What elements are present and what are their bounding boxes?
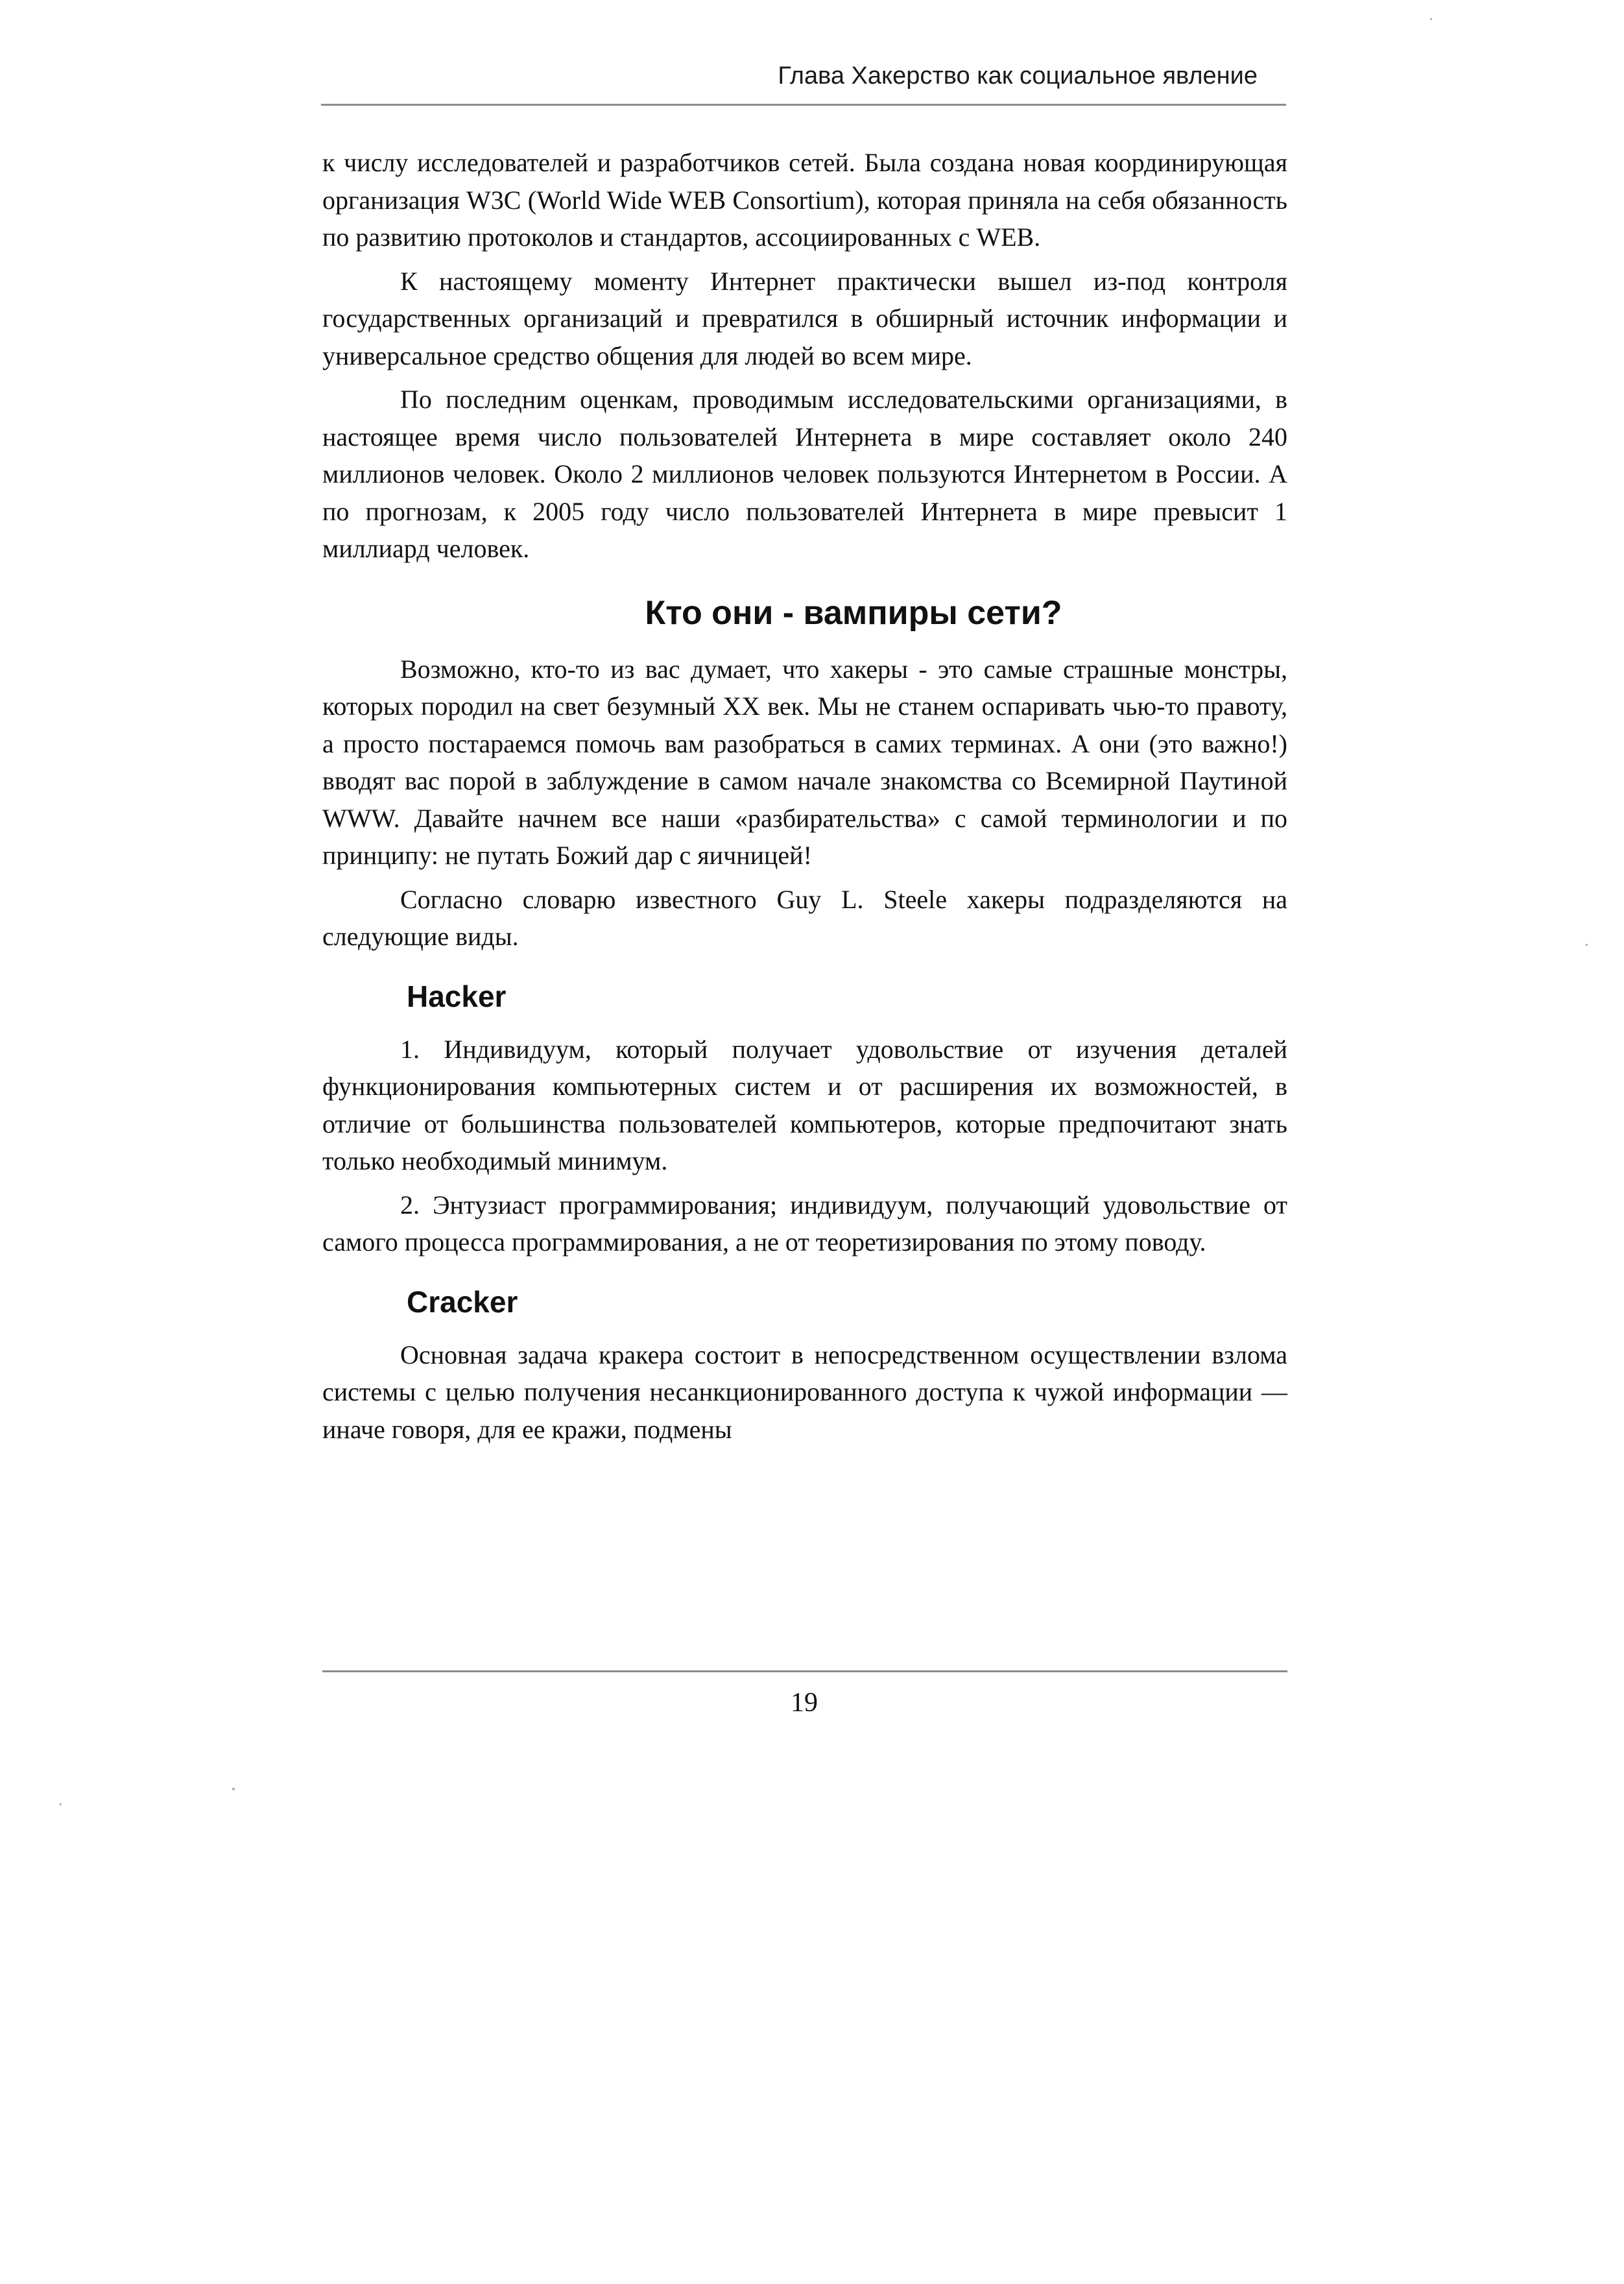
paragraph: Согласно словарю известного Guy L. Steele хакеры подразделяются на следующие виды. xyxy=(322,884,1287,951)
paragraph: К настоящему моменту Интернет практически вышел из-под контроля государственных организаций и превратился в обширный источник информации и универсальное средство общения для людей во всем мире. xyxy=(322,266,1287,370)
section-title: Кто они - вампиры сети? xyxy=(645,594,1062,632)
subsection-title-cracker: Cracker xyxy=(407,1284,518,1319)
paragraph: к числу исследователей и разработчиков сетей. Была создана новая координирующая организация W3C (World Wide WEB Consortium), которая приняла на себя обязанность по развитию протоколов и стандартов, ассоциированных с WEB. xyxy=(322,148,1287,252)
running-head: Глава Хакерство как социальное явление xyxy=(778,62,1258,90)
header-rule xyxy=(321,104,1286,106)
subsection-title-hacker: Hacker xyxy=(407,979,507,1013)
scan-speck xyxy=(60,1803,62,1805)
scan-speck xyxy=(1586,944,1588,946)
scan-speck xyxy=(1430,18,1432,20)
page-body xyxy=(322,144,1287,1454)
scan-speck xyxy=(232,1788,235,1790)
definition-item: 2. Энтузиаст программирования; индивидуум, получающий удовольствие от самого процесса программирования, а не от теоретизирования по этому поводу. xyxy=(322,1190,1287,1256)
paragraph: Возможно, кто-то из вас думает, что хакеры - это самые страшные монстры, которых породил на свет безумный XX век. Мы не станем оспаривать чью-то правоту, а просто постараемся помочь вам разобраться в самих терминах. А они (это важно!) вводят вас порой в заблуждение в самом начале знакомства со Всемирной Паутиной WWW. Давайте начнем все наши «разбирательства» с самой терминологии и по принципу: не путать Божий дар с яичницей! xyxy=(322,654,1287,870)
paragraph: Основная задача кракера состоит в непосредственном осуществлении взлома системы с целью получения несанкционированного доступа к чужой информации — иначе говоря, для ее кражи, подмены xyxy=(322,1340,1287,1444)
page-number: 19 xyxy=(791,1688,818,1718)
footer-rule xyxy=(322,1670,1287,1672)
definition-item: 1. Индивидуум, который получает удовольствие от изучения деталей функционирования компьютерных систем и от расширения их возможностей, в отличие от большинства пользователей компьютеров, которые предпочитают знать только необходимый минимум. xyxy=(322,1034,1287,1175)
paragraph: По последним оценкам, проводимым исследовательскими организациями, в настоящее время число пользователей Интернета в мире составляет около 240 миллионов человек. Около 2 миллионов человек пользуются Интернетом в России. А по прогнозам, к 2005 году число пользователей Интернета в мире превысит 1 миллиард человек. xyxy=(322,385,1287,563)
